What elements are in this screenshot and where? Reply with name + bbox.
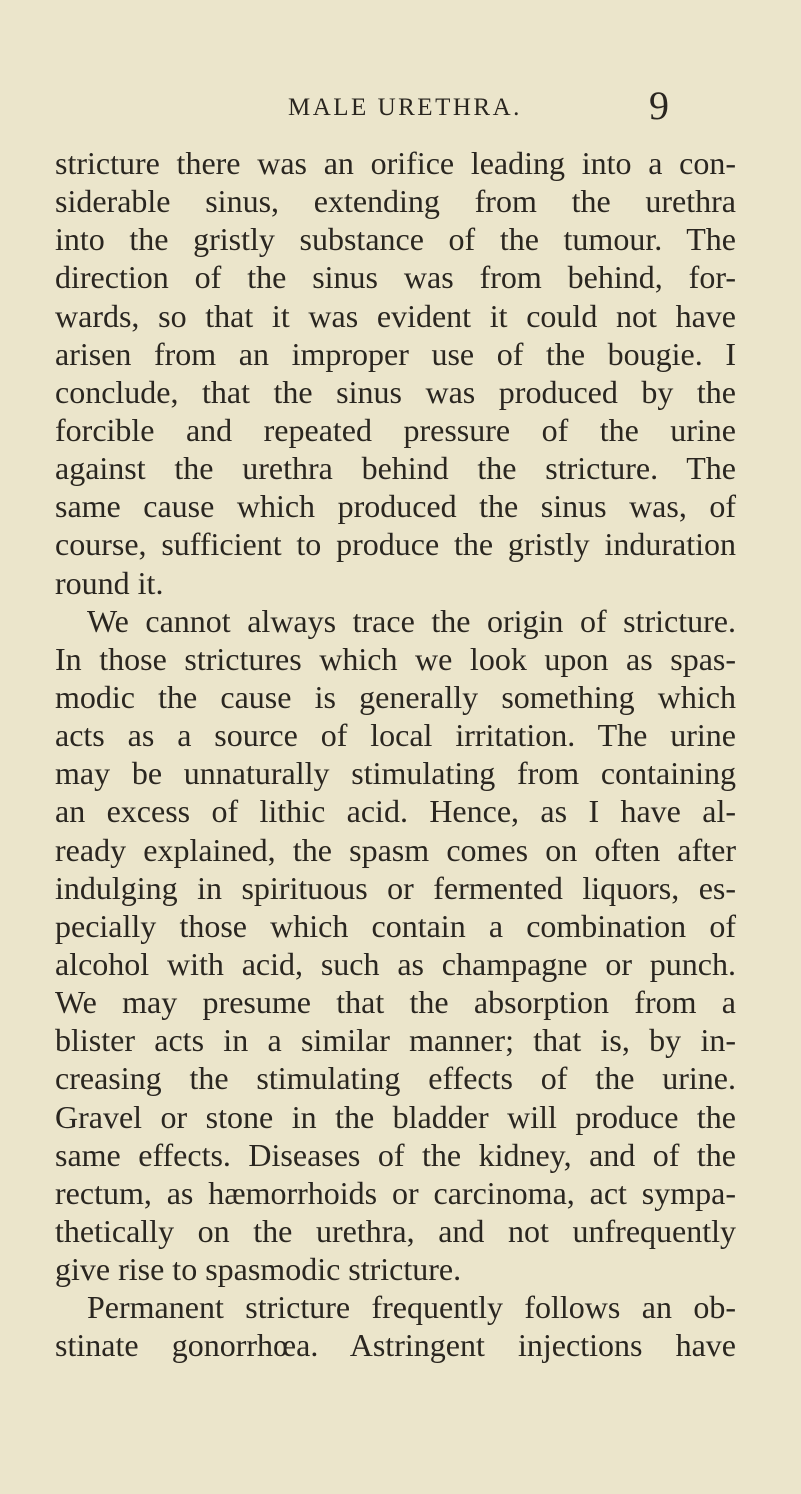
body-text: [55, 144, 736, 1365]
text-line: an excess of lithic acid. Hence, as I have al-: [55, 793, 736, 830]
text-line: same cause which produced the sinus was, of: [55, 488, 736, 525]
text-line: round it.: [55, 564, 164, 601]
text-line: indulging in spirituous or fermented liquors, es-: [55, 869, 736, 906]
text-line: conclude, that the sinus was produced by the: [55, 373, 736, 410]
text-line: We may presume that the absorption from a: [55, 984, 736, 1021]
text-line: rectum, as hæmorrhoids or carcinoma, act sympa-: [55, 1174, 736, 1211]
text-line: forcible and repeated pressure of the urine: [55, 411, 736, 448]
page-header: [0, 83, 801, 128]
text-line: pecially those which contain a combination of: [55, 907, 736, 944]
text-line: stinate gonorrhœa. Astringent injections have: [55, 1327, 736, 1364]
text-line: Permanent stricture frequently follows an ob-: [87, 1289, 736, 1326]
text-line: arisen from an improper use of the bougie. I: [55, 335, 736, 372]
text-line: modic the cause is generally something which: [55, 678, 736, 715]
text-line: wards, so that it was evident it could not have: [55, 297, 736, 334]
text-line: against the urethra behind the stricture. The: [55, 450, 736, 487]
text-line: alcohol with acid, such as champagne or punch.: [55, 945, 736, 982]
text-line: We cannot always trace the origin of stricture.: [87, 602, 736, 639]
text-line: give rise to spasmodic stricture.: [55, 1251, 462, 1288]
text-line: stricture there was an orifice leading into a con-: [55, 145, 736, 181]
text-line: creasing the stimulating effects of the urine.: [55, 1060, 736, 1097]
text-line: blister acts in a similar manner; that is, by in-: [55, 1022, 736, 1059]
text-line: direction of the sinus was from behind, for-: [55, 259, 736, 296]
text-line: into the gristly substance of the tumour. The: [55, 221, 736, 258]
text-line: thetically on the urethra, and not unfrequently: [55, 1212, 736, 1249]
text-line: ready explained, the spasm comes on often after: [55, 831, 736, 868]
text-line: In those strictures which we look upon as spas-: [55, 640, 736, 677]
text-line: course, sufficient to produce the gristly induration: [55, 526, 736, 563]
running-title: MALE URETHRA.: [288, 94, 522, 121]
text-line: siderable sinus, extending from the urethra: [55, 183, 736, 220]
text-line: acts as a source of local irritation. The urine: [55, 717, 736, 754]
text-line: Gravel or stone in the bladder will produce the: [55, 1098, 736, 1135]
page-number: 9: [649, 83, 669, 128]
text-line: same effects. Diseases of the kidney, and of the: [55, 1136, 736, 1173]
text-line: may be unnaturally stimulating from containing: [55, 755, 736, 792]
